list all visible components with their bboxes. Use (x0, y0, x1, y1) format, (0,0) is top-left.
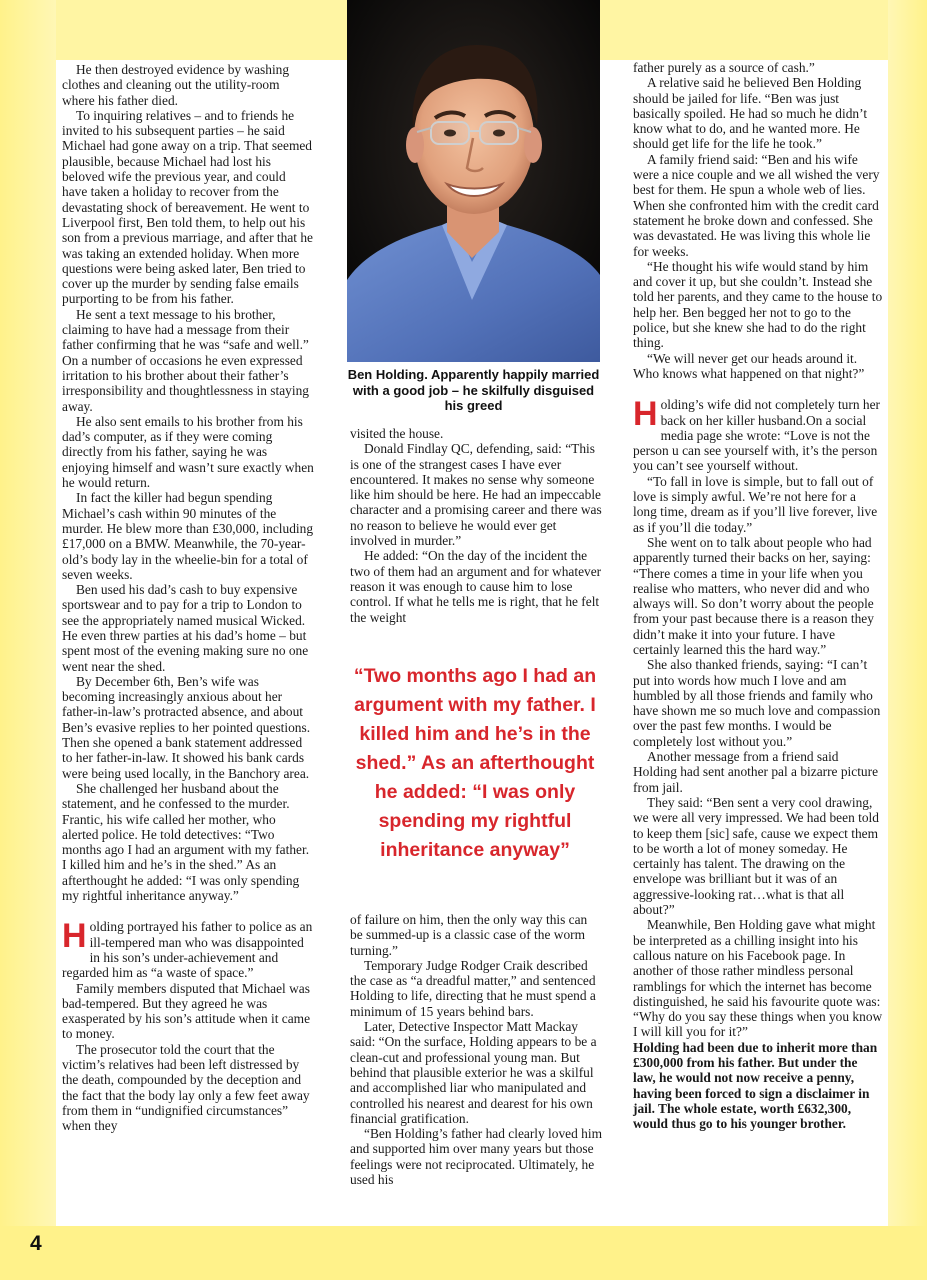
column-2-upper (350, 426, 602, 625)
paragraph: A relative said he believed Ben Holding should be jailed for life. “Ben was just basically spoiled. He had so much he didn’t know what to do, and he wanted more. He should get life for the life he took.” (633, 75, 868, 152)
paragraph-text: olding’s wife did not completely turn her back on her killer husband.On a social media page she wrote: “Love is not the person u can see yourself with, it’s the person you can’t see yourself without. (633, 397, 880, 474)
paragraph: A family friend said: “Ben and his wife were a nice couple and we all wished the very best for them. He spun a whole web of lies. When she confronted him with the credit card statement he broke down and confessed. She was devastated. He was living this whole lie for weeks. (633, 151, 880, 259)
paragraph: “To fall in love is simple, but to fall out of love is simply awful. We’re not here for a long time, dream as if you’ll live forever, live as if you’ll die today.” (633, 473, 878, 535)
photo-ben-holding (347, 0, 600, 362)
paragraph: Temporary Judge Rodger Craik described the case as “a dreadful matter,” and sentenced Holding to life, directing that he must spend a minimum of 15 years behind bars. (350, 957, 596, 1019)
paragraph: He then destroyed evidence by washing clothes and cleaning out the utility-room where his father died. (62, 62, 290, 108)
paragraph: In fact the killer had begun spending Michael’s cash within 90 minutes of the murder. He blew more than £30,000, including £17,000 on a BMW. Meanwhile, the 70-year-old’s body lay in the wheelie-bin for a total of seven weeks. (62, 490, 314, 582)
yellow-band-bottom (0, 1226, 927, 1280)
paragraph: Ben used his dad’s cash to buy expensive sportswear and to pay for a trip to London to see the appropriately named musical Wicked. He even threw parties at his dad’s home – but spent most of the evening making sure no one went near the shed. (62, 582, 309, 674)
drop-cap: H (62, 917, 87, 956)
paragraph: father purely as a source of cash.” (633, 60, 815, 75)
paragraph: Meanwhile, Ben Holding gave what might be interpreted as a chilling insight into his callous nature on his Facebook page. In another of those rather mindless personal ramblings for which the internet has become distinguished, he said his favourite quote was: “Why do you say these things when you know I will kill you for it?” (633, 917, 883, 1040)
paragraph: Family members disputed that Michael was bad-tempered. But they agreed he was exasperated by his son’s attitude when it came to money. (62, 980, 311, 1042)
paragraph: He sent a text message to his brother, claiming to have had a message from their father confirming that he was “safe and well.” On a number of occasions he even expressed irritation to his brother about their father’s irresponsibility and thoughtlessness in staying away. (62, 306, 309, 414)
yellow-band-top-right (600, 0, 927, 60)
paragraph: “We will never get our heads around it. Who knows what happened on that night?” (633, 350, 865, 381)
paragraph-gap (62, 903, 314, 919)
paragraph: She also thanked friends, saying: “I can’t put into words how much I love and am humbled by all those friends and family who have shown me so much love and compassion over the past few months. I would be completely lost without you.” (633, 657, 881, 749)
paragraph: “Ben Holding’s father had clearly loved him and supported him over many years but those feelings were not reciprocated. Ultimately, he used his (350, 1126, 602, 1188)
portrait-illustration (347, 0, 600, 362)
paragraph: Donald Findlay QC, defending, said: “This is one of the strangest cases I have ever encountered. It makes no sense why someone like him should be here. He had an impeccable character and a promising career and there was no reason to believe he would ever get involved in murder.” (350, 441, 602, 549)
drop-cap: H (633, 395, 658, 434)
paragraph: She went on to talk about people who had apparently turned their backs on her, saying: “There comes a time in your life when you realise who matters, who never did and who always will. So don’t worry about the people from your past because there is a reason they didn’t make it into your future. I have certainly learned this the hard way.” (633, 534, 874, 657)
pull-quote: “Two months ago I had an argument with my father. I killed him and he’s in the shed.” As an afterthought he added: “I was only spending my rightful inheritance anyway” (353, 665, 597, 861)
paragraph: “He thought his wife would stand by him and cover it up, but she couldn’t. Instead she told her parents, and they came to the house to help her. Ben begged her not to go to the police, but she knew she had to do the right thing. (633, 258, 883, 351)
paragraph: He added: “On the day of the incident the two of them had an argument and for whatever reason it was enough to cause him to lose control. If what he tells me is right, that he felt the weight (350, 548, 602, 625)
paragraph: visited the house. (350, 426, 444, 441)
yellow-band-left (0, 0, 56, 1280)
paragraph: He also sent emails to his brother from his dad’s computer, as if they were coming directly from his father, saying he was enjoying himself and wasn’t sure exactly when he would return. (62, 413, 314, 491)
paragraph: The prosecutor told the court that the victim’s relatives had been left distressed by the death, compounded by the deception and the fact that the body lay only a few feet away from them in “undignified circumstances” when they (62, 1041, 310, 1134)
photo-caption: Ben Holding. Apparently happily married with a good job – he skilfully disguised his greed (347, 367, 600, 414)
paragraph: Another message from a friend said Holding had sent another pal a bizarre picture from jail. (633, 749, 879, 795)
dropcap-paragraph (62, 919, 314, 980)
dropcap-paragraph (633, 397, 883, 473)
column-1 (62, 62, 314, 1133)
paragraph: Later, Detective Inspector Matt Mackay said: “On the surface, Holding appears to be a clean-cut and professional young man. But behind that plausible exterior he was a skilful and accomplished liar who manipulated and controlled his nearest and dearest for his own financial gratification. (350, 1019, 597, 1126)
column-3 (633, 60, 883, 1131)
column-2-lower (350, 912, 602, 1187)
paragraph: To inquiring relatives – and to friends he invited to his subsequent parties – he said Michael had gone away on a trip. That seemed plausible, because Michael had lost his beloved wife the previous year, and could have taken a holiday to recover from the devastating shock of bereavement. He went to Liverpool first, Ben told them, to help out his son from a previous marriage, and after that he was taking an extended holiday. When more questions were being asked later, Ben tried to cover up the murder by sending false emails purporting to be from his father. (62, 107, 313, 307)
paragraph: They said: “Ben sent a very cool drawing, we were all very impressed. We had been told to keep them [sic] safe, cause we expect them to be worth a lot of money someday. He certainly has talent. The drawing on the envelope was brilliant but it was of an aggressive-looking rat…what is that all about?” (633, 794, 879, 918)
paragraph-text: olding portrayed his father to police as an ill-tempered man who was disappointed in his son’s under-achievement and regarded him as “a waste of space.” (62, 919, 313, 981)
paragraph: of failure on him, then the only way this can be summed-up is a classic case of the worm turning.” (350, 912, 588, 958)
paragraph: She challenged her husband about the statement, and he confessed to the murder. Frantic, his wife called her mother, who alerted police. He told detectives: “Two months ago I had an argument with my father. I killed him and he’s in the shed.” As an afterthought he added: “I was only spending my rightful inheritance anyway.” (62, 780, 310, 904)
paragraph-gap (633, 381, 883, 397)
closing-paragraph: Holding had been due to inherit more than £300,000 from his father. But under the law, he would not now receive a penny, having been forced to sign a disclaimer in jail. The whole estate, worth £632,300, would thus go to his younger brother. (633, 1039, 878, 1132)
page-number: 4 (30, 1232, 42, 1255)
yellow-band-right (888, 0, 927, 1280)
paragraph: By December 6th, Ben’s wife was becoming increasingly anxious about her father-in-law’s protracted absence, and about Ben’s evasive replies to her pointed questions. Then she opened a bank statement addressed to her father-in-law. It showed his bank cards were being used locally, in the Banchory area. (62, 673, 311, 781)
